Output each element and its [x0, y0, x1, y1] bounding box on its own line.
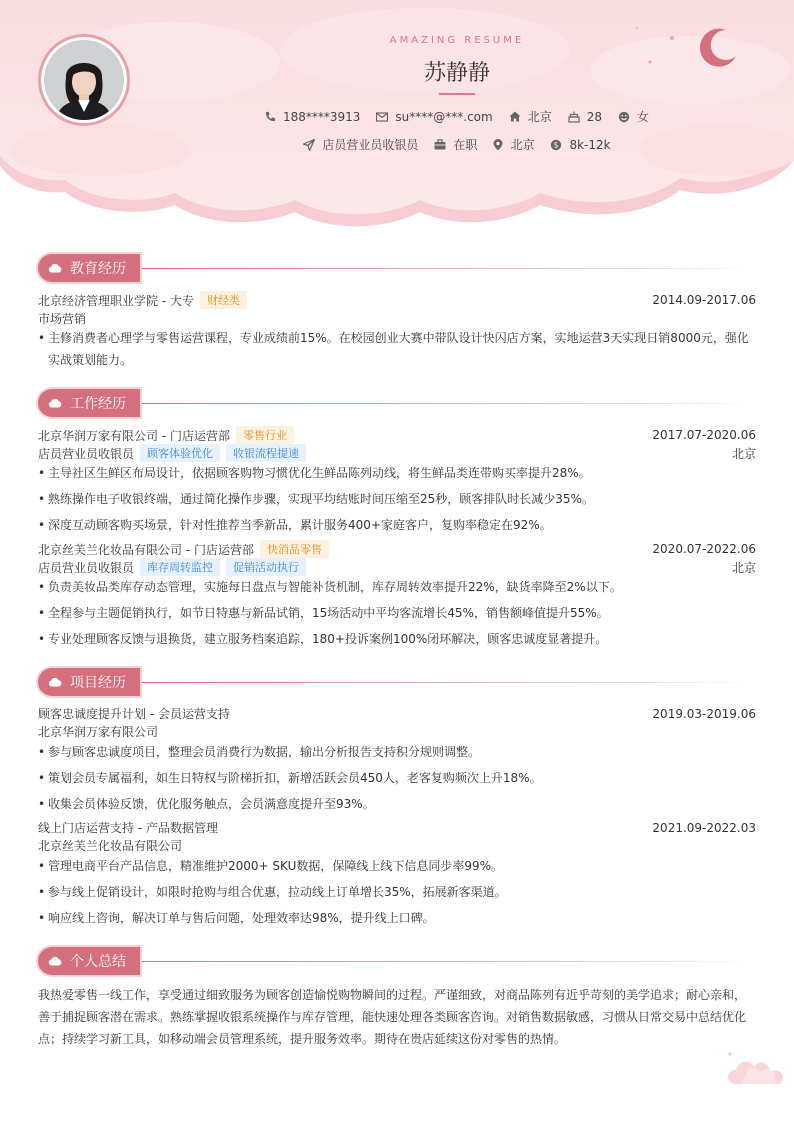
job-date: 2017.07-2020.06 [652, 428, 756, 442]
list-item: • 收集会员体验反馈，优化服务触点，会员满意度提升至93%。 [38, 793, 756, 815]
major-name: 市场营销 [38, 312, 87, 326]
svg-text:$: $ [554, 140, 559, 150]
project-date: 2021.09-2022.03 [652, 820, 756, 835]
personal-summary: 我热爱零售一线工作，享受通过细致服务为顾客创造愉悦购物瞬间的过程。严谨细致，对商品陈列有近乎苛刻的美学追求；耐心亲和，善于捕捉顾客潜在需求。熟练掌握收银系统操作与库存管理，能快速处理各类顾客咨询。对销售数据敏感，习惯从日常交易中总结优化点；持续学习新工具，如移动端会员管理系统，提升服务效率。期待在贵店延续这份对零售的热情。 [38, 988, 747, 1046]
tagline: AMAZING RESUME [389, 35, 525, 46]
project-company-row [38, 837, 756, 854]
job-role: 店员营业员收银员 [38, 560, 135, 575]
section-label: 教育经历 [70, 261, 126, 277]
section-divider [142, 403, 756, 404]
hometown: 北京 [527, 110, 552, 124]
cloud-icon [48, 263, 62, 273]
phone-number: 188****3913 [282, 109, 361, 124]
project-date: 2019.03-2019.06 [652, 706, 756, 721]
cloud-icon [48, 677, 62, 687]
company-name: 北京丝芙兰化妆品有限公司 - 门店运营部 [38, 542, 254, 557]
decorative-cloud-icon [724, 1050, 788, 1090]
money-icon [550, 139, 562, 151]
gender: 女 [637, 110, 650, 124]
work-section-title [38, 388, 756, 418]
school-name: 北京经济管理职业学院 - 大专 [38, 293, 194, 308]
target-position: 店员营业员收银员 [322, 138, 419, 152]
list-item: • 策划会员专属福利，如生日特权与阶梯折扣，新增活跃会员450人，老客复购频次上升18%。 [38, 767, 756, 789]
list-item: • 参与顾客忠诚度项目，整理会员消费行为数据，输出分析报告支持积分规则调整。 [38, 741, 756, 763]
location-pin-icon [493, 139, 503, 151]
project-company: 北京华润万家有限公司 [38, 725, 159, 739]
job-role-row [38, 558, 756, 576]
industry-tag: 零售行业 [236, 426, 294, 444]
list-item: • 熟练操作电子收银终端，通过简化操作步骤，实现平均结账时间压缩至25秒，顾客排队时长减少35%。 [38, 488, 756, 510]
major [38, 310, 756, 327]
skill-tag: 顾客体验优化 [140, 444, 220, 462]
status-item [434, 136, 477, 153]
section-badge [38, 947, 140, 975]
email-address: su****@***.com [395, 109, 493, 124]
target-city: 北京 [510, 138, 535, 152]
skill-tag: 库存周转监控 [140, 558, 220, 576]
project-header [38, 819, 756, 836]
list-item: • 主修消费者心理学与零售运营课程，专业成绩前15%。在校园创业大赛中带队设计快闪店方案，实地运营3天实现日销8000元，强化实战策划能力。 [38, 327, 756, 371]
section-label: 个人总结 [70, 954, 126, 970]
job-intent-row [0, 136, 794, 153]
job-date: 2020.07-2022.06 [652, 542, 756, 556]
resume-header [0, 0, 794, 240]
project-company: 北京丝芙兰化妆品有限公司 [38, 839, 183, 853]
section-badge [38, 389, 140, 417]
section-divider [142, 268, 756, 269]
education-section-title [38, 253, 756, 283]
project-company-row [38, 723, 756, 740]
hometown-item [509, 108, 552, 125]
education-date: 2014.09-2017.06 [652, 293, 756, 307]
list-item: • 深度互动顾客购买场景，针对性推荐当季新品，累计服务400+家庭客户，复购率稳定在92%。 [38, 514, 756, 536]
age-item [568, 110, 602, 124]
employment-status: 在职 [453, 138, 478, 152]
list-item: • 主导社区生鲜区布局设计，依据顾客购物习惯优化生鲜品陈列动线，将生鲜品类连带购买率提升28%。 [38, 462, 756, 484]
list-item: • 参与线上促销设计，如限时抢购与组合优惠，拉动线上订单增长35%，拓展新客渠道。 [38, 881, 756, 903]
job-location: 北京 [731, 560, 756, 575]
cloud-icon [48, 956, 62, 966]
project-title: 线上门店运营支持 - 产品数据管理 [38, 821, 218, 835]
phone-icon [265, 111, 276, 122]
list-item: • 专业处理顾客反馈与退换货，建立服务档案追踪，180+投诉案例100%闭环解决，顾客忠诚度显著提升。 [38, 628, 756, 650]
section-divider [142, 961, 756, 962]
phone-item [265, 110, 360, 124]
project-header [38, 705, 756, 722]
name-underline [439, 93, 475, 95]
expected-salary: 8k-12k [569, 137, 611, 152]
job-location: 北京 [731, 446, 756, 461]
industry-tag: 快消品零售 [260, 540, 329, 558]
home-icon [509, 111, 521, 122]
section-badge [38, 254, 140, 282]
section-label: 项目经历 [70, 675, 126, 691]
contact-row [0, 108, 794, 125]
email-item [376, 110, 492, 124]
list-item: • 响应线上咨询，解决订单与售后问题，处理效率达98%，提升线上口碑。 [38, 907, 756, 929]
job-header [38, 540, 756, 558]
list-item: • 管理电商平台产品信息，精准维护2000+ SKU数据，保障线上线下信息同步率99%。 [38, 855, 756, 877]
cake-icon [568, 111, 580, 123]
summary-section-title [38, 946, 756, 976]
skill-tag: 收银流程提速 [226, 444, 306, 462]
gender-item [618, 108, 649, 125]
position-item [303, 136, 418, 153]
briefcase-icon [434, 139, 446, 150]
city-item [493, 136, 534, 153]
cloud-icon [48, 398, 62, 408]
candidate-name: 苏静静 [423, 61, 490, 86]
age: 28 [586, 109, 603, 124]
section-badge [38, 668, 140, 696]
list-item: • 负责美妆品类库存动态管理，实施每日盘点与智能补货机制，库存周转效率提升22%，缺货率降至2%以下。 [38, 576, 756, 598]
salary-item [550, 138, 610, 152]
education-header [38, 291, 756, 309]
skill-tag: 促销活动执行 [226, 558, 306, 576]
company-name: 北京华润万家有限公司 - 门店运营部 [38, 428, 230, 443]
school-tag: 财经类 [200, 291, 247, 309]
job-header [38, 426, 756, 444]
section-divider [142, 682, 756, 683]
mail-icon [376, 112, 388, 122]
project-title: 顾客忠诚度提升计划 - 会员运营支持 [38, 707, 230, 721]
smile-icon [618, 111, 630, 123]
list-item: • 全程参与主题促销执行，如节日特惠与新品试销，15场活动中平均客流增长45%，销售额峰值提升55%。 [38, 602, 756, 624]
job-role-row [38, 444, 756, 462]
project-section-title [38, 667, 756, 697]
section-label: 工作经历 [70, 396, 126, 412]
send-icon [303, 139, 315, 151]
job-role: 店员营业员收银员 [38, 446, 135, 461]
